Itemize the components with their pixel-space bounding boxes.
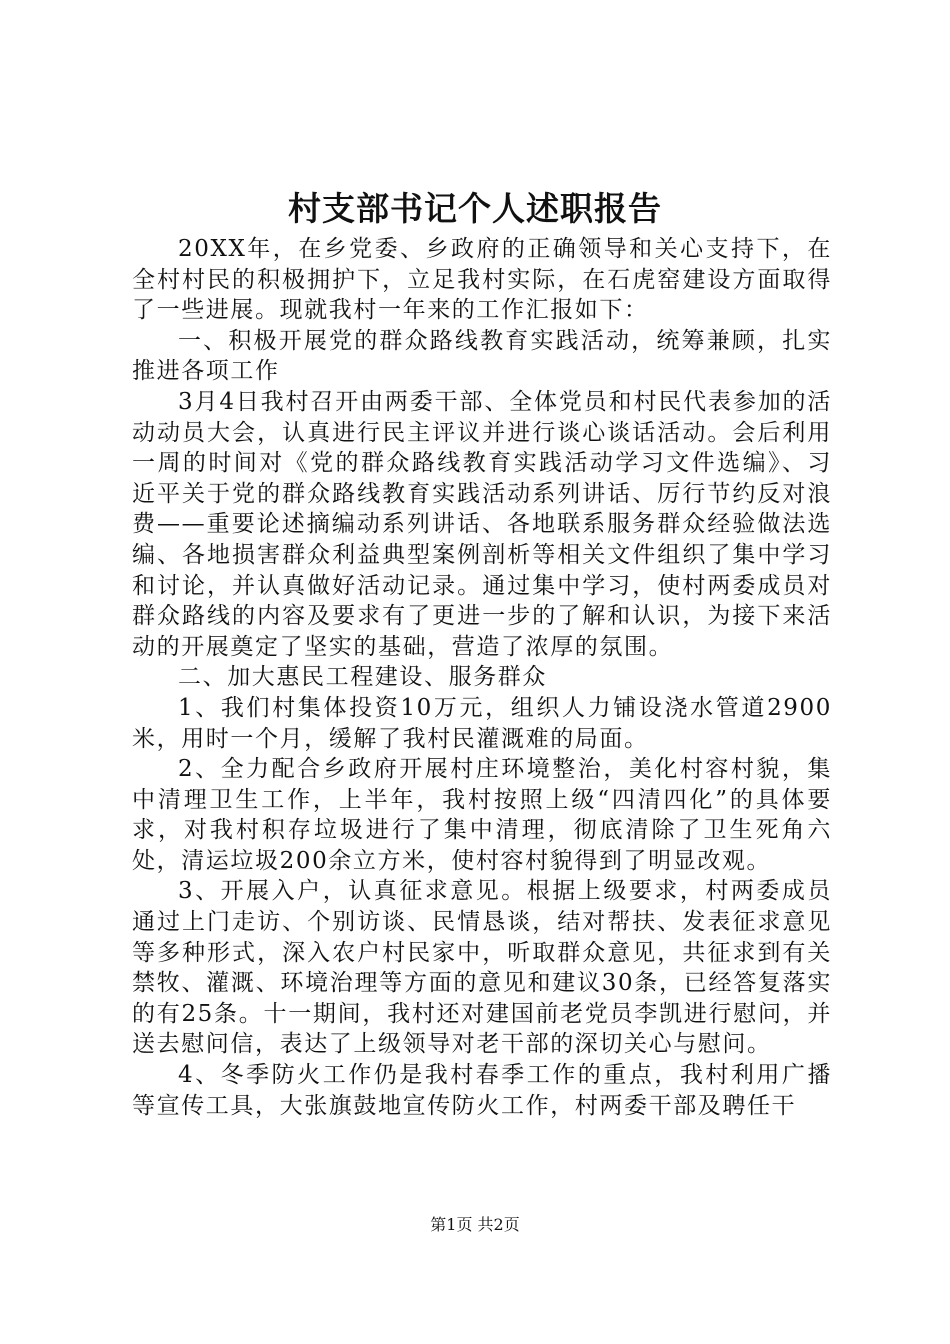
paragraph-item-4: 4、冬季防火工作仍是我村春季工作的重点，我村利用广播等宣传工具，大张旗鼓地宣传防火工作，村两委干部及聘任干 [132,1062,832,1119]
page-footer: 第1页 共2页 [430,1215,520,1234]
section-heading-1: 一、积极开展党的群众路线教育实践活动，统筹兼顾，扎实推进各项工作 [132,327,832,385]
paragraph-item-3: 3、开展入户，认真征求意见。根据上级要求，村两委成员通过上门走访、个别访谈、民情恳谈，结对帮扶、发表征求意见等多种形式，深入农户村民家中，听取群众意见，共征求到有关禁牧、灌溉、环境治理等方面的意见和建议30条，已经答复落实的有25条。十一期间，我村还对建国前老党员李凯进行慰问，并送去慰问信，表达了上级领导对老干部的深切关心与慰问。 [132,878,832,1058]
paragraph-mobilization: 3月4日我村召开由两委干部、全体党员和村民代表参加的活动动员大会，认真进行民主评议并进行谈心谈话活动。会后利用一周的时间对《党的群众路线教育实践活动学习文件选编》、习近平关于党的群众路线教育实践活动系列讲话、厉行节约反对浪费——重要论述摘编动系列讲话、各地联系服务群众经验做法选编、各地损害群众利益典型案例剖析等相关文件组织了集中学习和讨论，并认真做好活动记录。通过集中学习，使村两委成员对群众路线的内容及要求有了更进一步的了解和认识，为接下来活动的开展奠定了坚实的基础，营造了浓厚的氛围。 [132,388,832,660]
paragraph-intro: 20XX年，在乡党委、乡政府的正确领导和关心支持下，在全村村民的积极拥护下，立足我村实际，在石虎窑建设方面取得了一些进展。现就我村一年来的工作汇报如下： [132,236,832,324]
document-body [132,234,832,1121]
paragraph-item-2: 2、全力配合乡政府开展村庄环境整治，美化村容村貌，集中清理卫生工作，上半年，我村按照上级“四清四化”的具体要求，对我村积存垃圾进行了集中清理，彻底清除了卫生死角六处，清运垃圾200余立方米，使村容村貌得到了明显改观。 [132,756,832,874]
paragraph-item-1: 1、我们村集体投资10万元，组织人力铺设浇水管道2900米，用时一个月，缓解了我村民灌溉难的局面。 [132,694,832,752]
section-heading-2: 二、加大惠民工程建设、服务群众 [178,664,547,691]
document-title: 村支部书记个人述职报告 [288,189,662,228]
